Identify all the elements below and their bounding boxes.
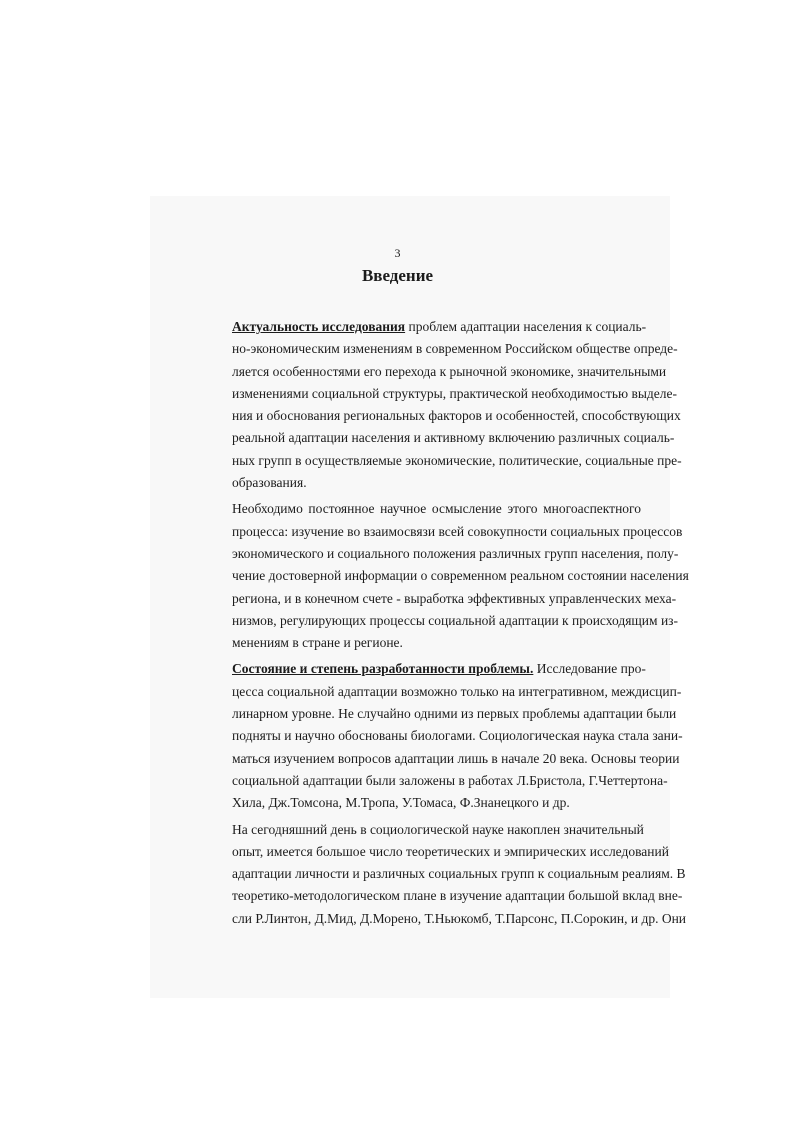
text-line: социальной адаптации были заложены в работах Л.Бристола, Г.Четтертона-: [232, 772, 668, 788]
paragraph-first-line: Необходимо постоянное научное осмысление этого многоаспектного: [232, 501, 641, 517]
paragraph-state-of-problem: [194, 658, 683, 814]
page-number: 3: [394, 246, 401, 260]
text-line: изменениями социальной структуры, практической необходимостью выделе-: [232, 385, 677, 401]
text-line: региона, и в конечном счете - выработка эффективных управленческих меха-: [232, 590, 677, 606]
page-title: Введение: [361, 266, 434, 285]
section-lead-state: Состояние и степень разработанности проблемы.: [232, 661, 534, 677]
text-line: опыт, имеется большое число теоретических и эмпирических исследований: [232, 843, 669, 859]
text-line: процесса: изучение во взаимосвязи всей совокупности социальных процессов: [232, 523, 683, 539]
section-lead-relevance: Актуальность исследования: [232, 319, 406, 334]
text-line: цесса социальной адаптации возможно только на интегративном, междисцип-: [232, 683, 682, 699]
text-line: теоретико-методологическом плане в изучение адаптации большой вклад вне-: [232, 888, 683, 904]
text-line: экономического и социального положения различных групп населения, полу-: [232, 545, 679, 561]
text-line: маться изучением вопросов адаптации лишь в начале 20 века. Основы теории: [232, 750, 680, 766]
text-line: образования.: [232, 475, 307, 491]
text-line: сли Р.Линтон, Д.Мид, Д.Морено, Т.Ньюкомб, Т.Парсонс, П.Сорокин, и др. Они: [232, 910, 687, 926]
text-line: адаптации личности и различных социальных групп к социальным реалиям. В: [232, 866, 686, 882]
paragraph-relevance: [194, 316, 682, 494]
text-line: низмов, регулирующих процессы социальной адаптации к происходящим из-: [232, 612, 679, 628]
text-line: ных групп в осуществляемые экономические, политические, социальные пре-: [232, 452, 682, 468]
body-text: [194, 316, 689, 930]
paragraph-necessity: [194, 498, 689, 654]
text-line: менениям в стране и регионе.: [232, 635, 403, 651]
text-line: но-экономическим изменениям в современном Российском обществе опреде-: [232, 341, 678, 357]
paragraph-first-line: [194, 316, 647, 338]
text-line: Хила, Дж.Томсона, М.Тропа, У.Томаса, Ф.Знанецкого и др.: [232, 795, 570, 811]
text-line: ляется особенностями его перехода к рыночной экономике, значительными: [232, 363, 667, 379]
line-text: Исследование про-: [533, 661, 646, 677]
paragraph-first-line: На сегодняшний день в социологической науке накоплен значительный: [232, 821, 644, 837]
paragraph-current-state: [194, 819, 687, 930]
text-line: чение достоверной информации о современном реальном состоянии населения: [232, 568, 689, 584]
text-line: подняты и научно обоснованы биологами. Социологическая наука стала зани-: [232, 728, 683, 744]
text-line: линарном уровне. Не случайно одними из первых проблемы адаптации были: [232, 706, 677, 722]
paragraph-first-line: [194, 658, 646, 680]
line-text: проблем адаптации населения к социаль-: [405, 319, 647, 334]
text-line: ния и обоснования региональных факторов и особенностей, способствующих: [232, 408, 681, 424]
text-line: реальной адаптации населения и активному включению различных социаль-: [232, 430, 675, 446]
